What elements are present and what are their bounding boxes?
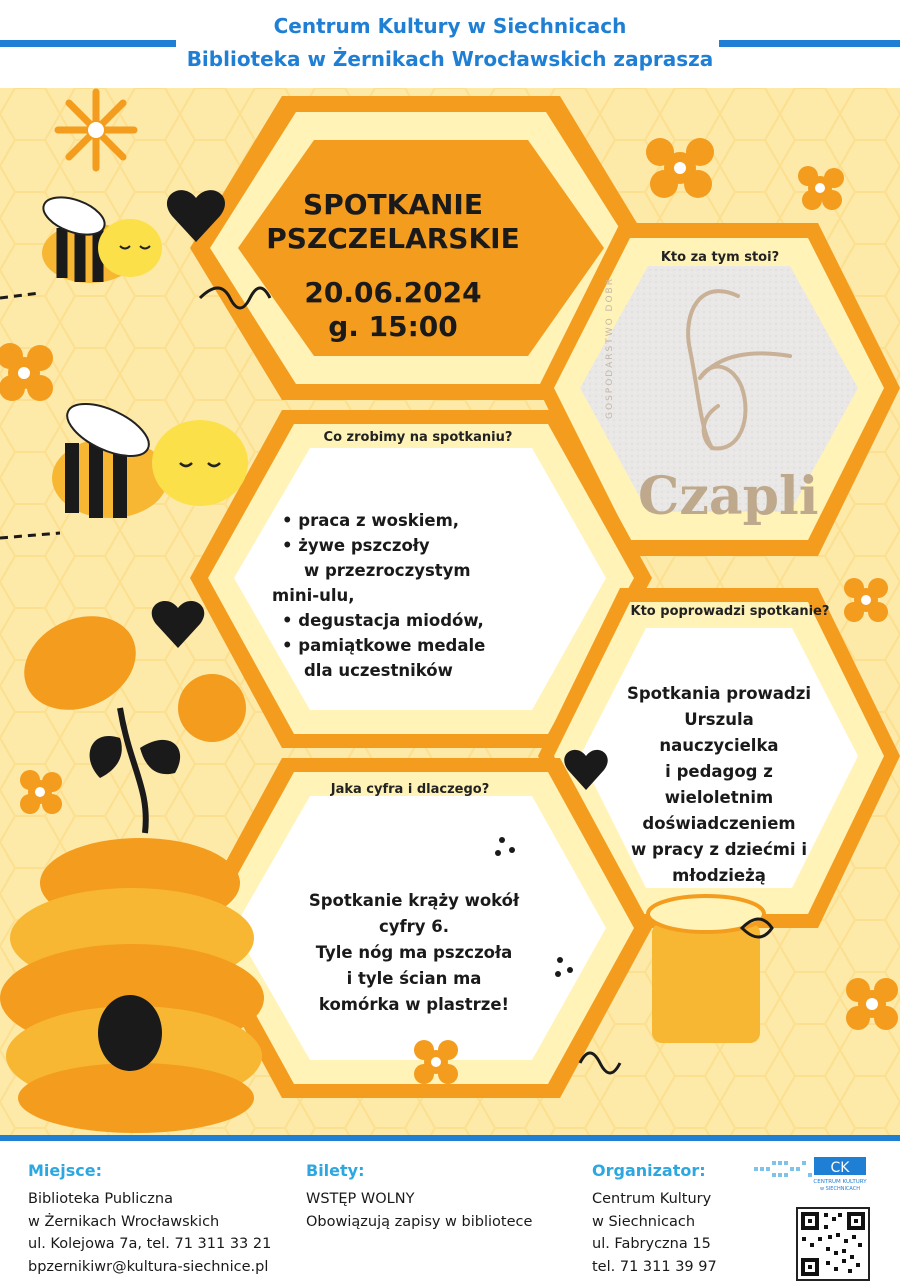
list-item: • pamiątkowe medale [282,636,486,655]
list-item: • praca z woskiem, [282,511,460,530]
host-line: młodzieżą [672,866,766,885]
who-behind-label: Kto za tym stoi? [660,250,780,265]
header-bar-right [719,40,900,47]
organizer-line: tel. 71 311 39 97 [592,1258,717,1275]
host-label: Kto poprowadzi spotkanie? [630,604,830,619]
host-line: i pedagog z [665,762,773,781]
host-line: nauczycielka [659,736,779,755]
number-line: komórka w plastrze! [318,995,510,1014]
footer-tickets [306,1161,532,1233]
place-line: ul. Kolejowa 7a, tel. 71 311 33 21 [28,1236,272,1252]
honey-jar-icon [648,896,772,1043]
host-line: Urszula [684,710,754,729]
poster-artwork [0,88,900,1135]
footer-organizer [592,1161,717,1278]
ck-text1: CENTRUM KULTURY [813,1179,867,1185]
organizer-heading: Organizator: [592,1161,706,1180]
event-title [258,188,528,256]
event-title-line1: SPOTKANIE [303,188,483,221]
event-datetime [258,276,528,344]
list-item: • degustacja miodów, [282,611,484,630]
list-item: dla uczestników [304,661,453,680]
host-line: Spotkania prowadzi [626,684,812,703]
number-text [272,888,556,1018]
logo-wordmark: Czapli [638,466,819,527]
place-line: w Żernikach Wrocławskich [28,1213,220,1230]
number-line: i tyle ścian ma [346,969,482,988]
event-time: g. 15:00 [328,310,458,343]
ck-logo [752,1157,868,1193]
number-line: Spotkanie krąży wokół [308,891,520,910]
footer [0,1141,900,1288]
host-line: wieloletnim [664,788,774,807]
what-we-do-label: Co zrobimy na spotkaniu? [323,430,513,445]
event-date: 20.06.2024 [304,276,482,309]
list-item: mini-ulu, [272,586,355,605]
header [0,0,900,88]
host-text [606,681,832,889]
number-line: cyfry 6. [378,917,450,936]
tickets-line: Obowiązują zapisy w bibliotece [306,1213,533,1230]
event-title-line2: PSZCZELARSKIE [266,222,520,255]
logo-vertical-text: GOSPODARSTWO DOBR [605,277,615,419]
organizer-title: Centrum Kultury w Siechnicach [273,14,627,38]
email-link[interactable]: bpzernikiwr@kultura-siechnice.pl [28,1258,269,1275]
organizer-line: w Siechnicach [592,1213,696,1230]
tickets-heading: Bilety: [306,1161,365,1180]
host-line: doświadczeniem [642,814,796,833]
invitation-title: Biblioteka w Żernikach Wrocławskich zaprasza [186,47,714,71]
organizer-line: Centrum Kultury [592,1191,712,1207]
header-bar-left [0,40,176,47]
organizer-line: ul. Fabryczna 15 [592,1236,711,1252]
tickets-line: WSTĘP WOLNY [306,1191,415,1207]
ck-text2: w SIECHNICACH [819,1186,861,1192]
activity-list [272,508,542,683]
number-line: Tyle nóg ma pszczoła [315,943,513,962]
ck-abbr: CK [830,1160,850,1176]
place-line: Biblioteka Publiczna [28,1191,173,1207]
qr-code-icon[interactable] [796,1207,870,1281]
sun-flower-icon [58,92,134,168]
host-line: w pracy z dziećmi i [631,840,807,859]
number-label: Jaka cyfra i dlaczego? [330,782,490,797]
list-item: w przezroczystym [304,561,471,580]
footer-place [28,1161,271,1278]
place-heading: Miejsce: [28,1161,102,1180]
list-item: • żywe pszczoły [282,536,430,555]
